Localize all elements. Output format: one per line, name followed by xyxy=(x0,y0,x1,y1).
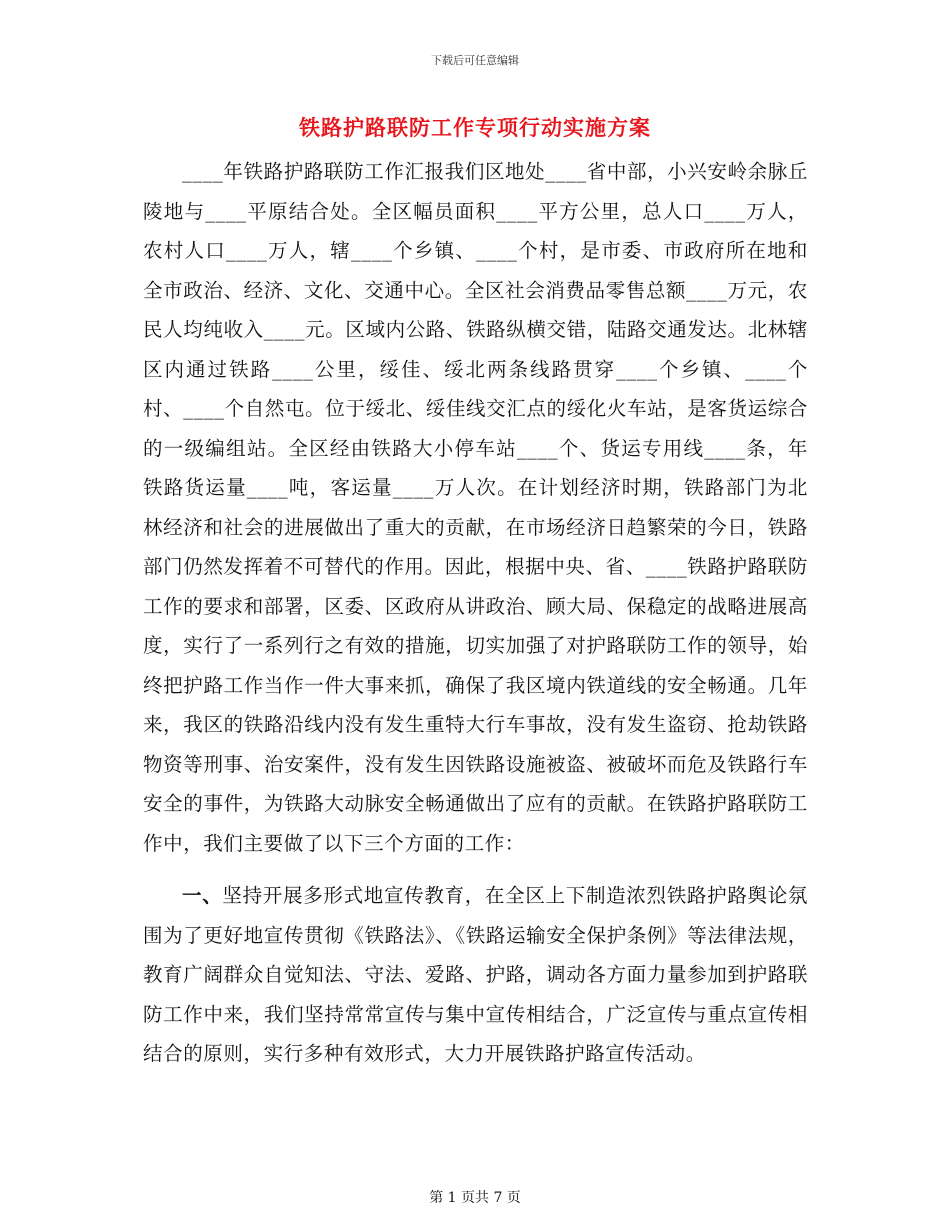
section-one-text: 坚持开展多形式地宣传教育，在全区上下制造浓烈铁路护路舆论氛围为了更好地宣传贯彻《铁路法》、《铁路运输安全保护条例》等法律法规，教育广阔群众自觉知法、守法、爱路、护路，调动各方面力量参加到护路联防工作中来，我们坚持常常宣传与集中宣传相结合，广泛宣传与重点宣传相结合的原则，实行多种有效形式，大力开展铁路护路宣传活动。 xyxy=(143,884,809,1065)
header-note: 下载后可任意编辑 xyxy=(431,54,519,67)
document-title: 铁路护路联防工作专项行动实施方案 xyxy=(299,116,651,140)
document-body xyxy=(143,152,808,1074)
section-one-lead: 一、 xyxy=(182,884,223,907)
body-paragraph: ____年铁路护路联防工作汇报我们区地处____省中部，小兴安岭余脉丘陵地与____平原结合处。全区幅员面积____平方公里，总人口____万人，农村人口____万人，辖____个乡镇、____个村，是市委、市政府所在地和全市政治、经济、文化、交通中心。全区社会消费品零售总额____万元，农民人均纯收入____元。区域内公路、铁路纵横交错，陆路交通发达。北林辖区内通过铁路____公里，绥佳、绥北两条线路贯穿____个乡镇、____个村、____个自然屯。位于绥北、绥佳线交汇点的绥化火车站，是客货运综合的一级编组站。全区经由铁路大小停车站____个、货运专用线____条，年铁路货运量____吨，客运量____万人次。在计划经济时期，铁路部门为北林经济和社会的进展做出了重大的贡献，在市场经济日趋繁荣的今日，铁路部门仍然发挥着不可替代的作用。因此，根据中央、省、____铁路护路联防工作的要求和部署，区委、区政府从讲政治、顾大局、保稳定的战略进展高度，实行了一系列行之有效的措施，切实加强了对护路联防工作的领导，始终把护路工作当作一件大事来抓，确保了我区境内铁道线的安全畅通。几年来，我区的铁路沿线内没有发生重特大行车事故，没有发生盗窃、抢劫铁路物资等刑事、治安案件，没有发生因铁路设施被盗、被破坏而危及铁路行车安全的事件，为铁路大动脉安全畅通做出了应有的贡献。在铁路护路联防工作中，我们主要做了以下三个方面的工作： xyxy=(143,160,808,855)
section-one-paragraph xyxy=(143,876,808,1074)
page-number-footer: 第 1 页共 7 页 xyxy=(429,1190,521,1206)
